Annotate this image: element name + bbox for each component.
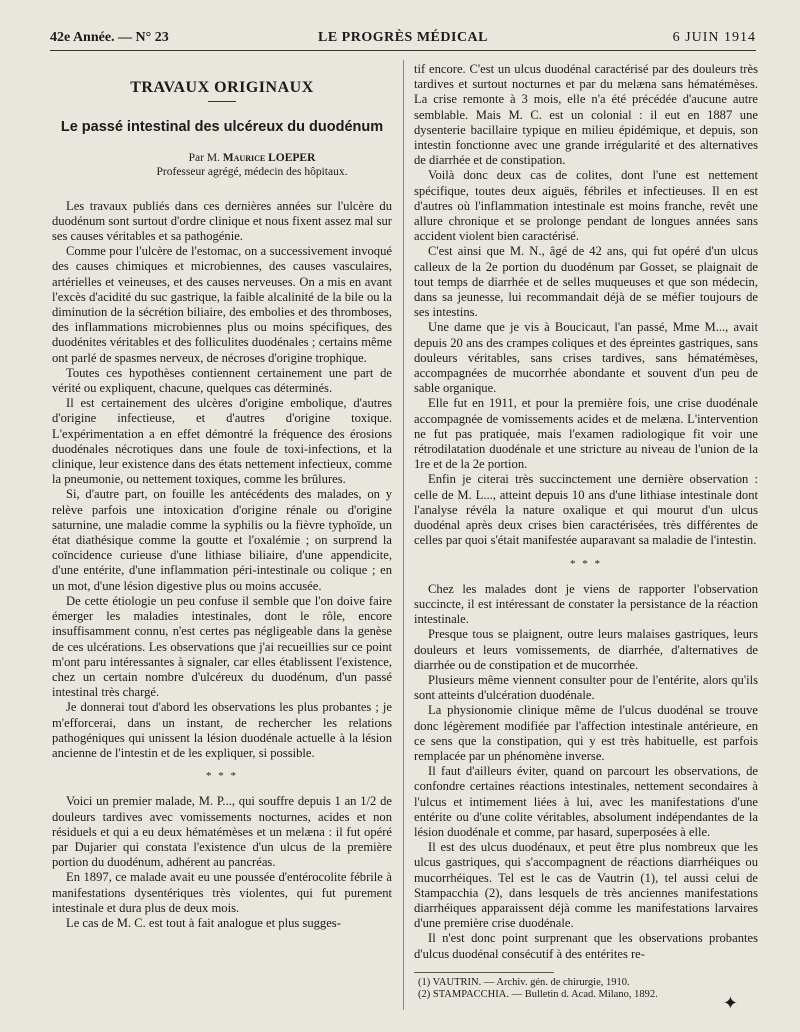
byline bbox=[112, 151, 392, 165]
paragraph: Presque tous se plaignent, outre leurs malaises gastriques, leurs douleurs et leurs vomissements, de diarrhée, d'alternatives de diarrhée ou de constipation et de mucorrhée. bbox=[414, 627, 758, 672]
byline-prefix: Par M. bbox=[188, 152, 220, 165]
paragraph: Toutes ces hypothèses contiennent certainement une part de vérité ou expliquent, chacune, quelques cas déterminés. bbox=[52, 365, 392, 396]
paragraph: tif encore. C'est un ulcus duodénal caractérisé par des douleurs très tardives et surtout nocturnes et par du melæna sans hématémèses. La crise remonte à 3 mois, elle n'a été précédée d'aucune autre semblable. Mais M. C. est un colonial : il eut en 1887 une dysenterie bacillaire typique en milieu épidémique, et depuis, son intestin fonctionne avec une grande irrégularité et des alternatives de diarrhée et de constipation. bbox=[414, 62, 758, 168]
right-column bbox=[414, 62, 758, 1012]
paragraph: En 1897, ce malade avait eu une poussée d'entérocolite fébrile à manifestations dysentériques très violentes, qui fut purement intestinale et dura plus de deux mois. bbox=[52, 870, 392, 915]
paragraph: Elle fut en 1911, et pour la première fois, une crise duodénale accompagnée de vomissements acides et de melæna. L'intervention ne fut pas pratiquée, mais l'examen radiologique fit voir une rétrodilatation duodénale et une stricture au niveau de l'union de la 1re et de la 2e portion. bbox=[414, 396, 758, 472]
footnote-rule bbox=[414, 972, 554, 973]
issue-date: 6 JUIN 1914 bbox=[672, 30, 756, 45]
paragraph: Chez les malades dont je viens de rapporter l'observation succincte, il est intéressant de constater la persistance de la réaction intestinale. bbox=[414, 581, 758, 627]
paragraph: Je donnerai tout d'abord les observations les plus probantes ; je m'efforcerai, dans un instant, de rechercher les relations pathogéniques qui unissent la lésion duodénale actuelle à la lésion ancienne de l'intestin et de les expliquer, si possible. bbox=[52, 700, 392, 760]
paragraph: Les travaux publiés dans ces dernières années sur l'ulcère du duodénum sont surtout d'ordre clinique et nous fixent assez mal sur ses causes véritables et sa pathogénie. bbox=[52, 198, 392, 244]
paragraph: Il faut d'ailleurs éviter, quand on parcourt les observations, de confondre certaines réactions intestinales, nettement secondaires à l'ulcus et intimement liées à lui, avec les manifestations d'une entérite ou d'une colite véritables, absolument indépendantes de la lésion duodénale et comme, par hasard, superposées à elle. bbox=[414, 764, 758, 839]
paragraph: Voilà donc deux cas de colites, dont l'une est nettement spécifique, toutes deux aiguës, fébriles et infectieuses. Il en est d'autres où l'inflammation intestinale est moins franche, revêt une allure chronique et se prolonge pendant de longues années sans accident violent bien caractérisé. bbox=[414, 168, 758, 244]
issue-number: 42e Année. — N° 23 bbox=[50, 30, 169, 45]
paragraph: La physionomie clinique même de l'ulcus duodénal se trouve donc légèrement modifiée par l'affection intestinale antérieure, en ce sens que la constipation, qui y est très habituelle, est parfois remplacée par un phénomène inverse. bbox=[414, 703, 758, 763]
section-separator-stars: * * * bbox=[206, 770, 238, 783]
journal-title: LE PROGRÈS MÉDICAL bbox=[317, 30, 489, 45]
footnote: (2) STAMPACCHIA. — Bulletin d. Acad. Milano, 1892. bbox=[418, 989, 658, 1001]
paragraph: Comme pour l'ulcère de l'estomac, on a successivement invoqué des causes chimiques et microbiennes, des causes vasculaires, artérielles et veineuses, et des causes nerveuses. On a mis en avant l'excès d'acidité du suc gastrique, la faible alcalinité de la bile ou la diminution de la sécrétion biliaire, des embolies et des thromboses, des inflammations microbiennes plus ou moins spécifiques, des duodénites véritables et des folliculites duodénales ; certains même ont parlé de spasmes nerveux, de nécroses d'origine trophique. bbox=[52, 244, 392, 365]
paragraph: Il est des ulcus duodénaux, et peut être plus nombreux que les ulcus gastriques, qui s'accompagnent de réactions diarrhéiques ou mucorrhéiques. Tel est le cas de Vautrin (1), tel aussi celui de Stampacchia (2), dans lesquels de très anciennes manifestations diarrhéiques apparaissent déjà comme les manifestations larvaires d'une première crise duodénale. bbox=[414, 840, 758, 931]
paragraph: Si, d'autre part, on fouille les antécédents des malades, on y relève parfois une intoxication d'origine rénale ou d'origine saturnine, une maladie comme la syphilis ou la fièvre typhoïde, un état diathésique comme la goutte et l'oxalémie ; on surprend la coïncidence curieuse d'une lithiase biliaire, d'une appendicite, d'une entérite, d'une inflammation péri-intestinale ou colique ; en un mot, d'une lésion digestive plus ou moins accusée. bbox=[52, 487, 392, 593]
paragraph: Une dame que je vis à Boucicaut, l'an passé, Mme M..., avait depuis 20 ans des crampes coliques et des épreintes gastriques, sans douleurs véritables, sans crises tardives, sans hématémèses, accompagnées de mucorrhée abondante et souvent d'un peu de sable organique. bbox=[414, 320, 758, 396]
left-column bbox=[52, 62, 392, 1012]
ornament-icon: ✦ bbox=[722, 993, 738, 1014]
title-rule bbox=[208, 101, 236, 102]
article-title: Le passé intestinal des ulcéreux du duodénum bbox=[60, 119, 384, 136]
paragraph: Voici un premier malade, M. P..., qui souffre depuis 1 an 1/2 de douleurs tardives avec vomissements nocturnes, acides et non résiduels et qui a eu deux hématémèses et un melæna : il fut opéré par Dujarier qui constata l'existence d'un ulcus de la première portion du duodénum, adhérent au pancréas. bbox=[52, 794, 392, 870]
page-header bbox=[50, 28, 756, 51]
paragraph: Enfin je citerai très succinctement une dernière observation : celle de M. L..., atteint depuis 10 ans d'une lithiase intestinale dont l'analyse révéla la nature oxalique et qui mourut d'un ulcus duodénal après deux crises bien caractérisées, très différentes de celles par quoi s'était manifestée auparavant sa maladie de l'intestin. bbox=[414, 472, 758, 548]
author-name: Maurice LOEPER bbox=[222, 152, 316, 165]
section-title: TRAVAUX ORIGINAUX bbox=[130, 79, 314, 96]
paragraph: Il est certainement des ulcères d'origine embolique, d'autres d'origine infectieuse, et d'autres d'origine toxique. L'expérimentation a en effet démontré la fréquence des érosions duodénales nécrotiques dans une foule de toxi-infections, et la clinique, leur existence dans des états nettement infectieux, comme la pneumonie, ou nettement toxiques, comme les brûlures. bbox=[52, 396, 392, 487]
paragraph: Le cas de M. C. est tout à fait analogue et plus sugges- bbox=[66, 915, 341, 930]
paragraph: Il n'est donc point surprenant que les observations probantes d'ulcus duodénal consécutif à des entérites re- bbox=[414, 931, 758, 961]
column-divider bbox=[403, 60, 404, 1010]
footnote: (1) VAUTRIN. — Archiv. gén. de chirurgie, 1910. bbox=[418, 976, 630, 988]
paragraph: C'est ainsi que M. N., âgé de 42 ans, qui fut opéré d'un ulcus calleux de la 2e portion du duodénum par Gosset, se plaignait de tout temps de diarrhée et de selles muqueuses et que son médecin, dans sa jeunesse, lui recommandait déjà de se méfier toujours de ses intestins. bbox=[414, 244, 758, 320]
author-affiliation: Professeur agrégé, médecin des hôpitaux. bbox=[156, 166, 348, 179]
paragraph: Plusieurs même viennent consulter pour de l'entérite, alors qu'ils sont atteints d'ulcération duodénale. bbox=[414, 672, 758, 703]
paragraph: De cette étiologie un peu confuse il semble que l'on doive faire émerger les maladies intestinales, dont le rôle, encore insuffisamment connu, n'est certes pas négligeable dans la genèse de ces ulcérations. Les observations que j'ai recueillies sur ce point m'ont paru intéressantes à signaler, car elles établissent l'existence, chez un certain nombre d'ulcéreux du duodénum, d'un passé intestinal très chargé. bbox=[52, 593, 392, 700]
section-separator-stars: * * * bbox=[570, 557, 602, 570]
